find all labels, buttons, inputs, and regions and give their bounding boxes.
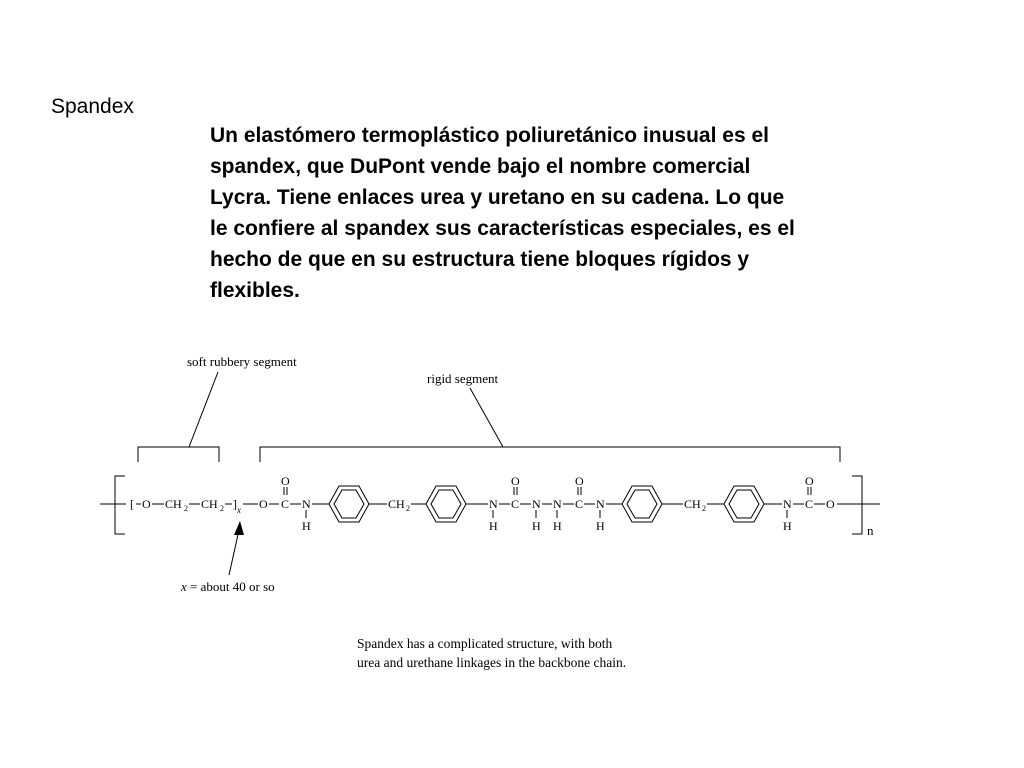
benzene-ring-inner [334,490,364,518]
benzene-ring [329,486,369,522]
inner-bracket-close: ] [233,497,237,511]
body-line: Un elastómero termoplástico poliuretánico inusual es el [210,124,769,147]
subscript-n: n [867,523,874,538]
rigid-label-leader [470,388,503,447]
atom-H: H [783,519,792,533]
soft-segment-label: soft rubbery segment [187,354,297,369]
inner-bracket-open: [ [130,497,134,511]
subscript-2: 2 [220,504,224,513]
subscript-x: x [237,505,241,515]
atom-H: H [596,519,605,533]
atom-O: O [826,497,835,511]
subscript-2: 2 [702,504,706,513]
diagram-caption [357,634,626,672]
x-note-var: x [181,579,187,594]
atom-O: O [281,474,290,488]
atom-O: O [259,497,268,511]
group-CH2-label: CH [201,497,218,511]
x-note-arrow-line [229,530,239,575]
body-line: flexibles. [210,279,300,302]
body-line: Lycra. Tiene enlaces urea y uretano en su cadena. Lo que [210,186,785,209]
atom-N: N [783,497,792,511]
rigid-segment-bracket [260,447,840,462]
atom-H: H [489,519,498,533]
benzene-ring-inner [627,490,657,518]
atom-C: C [281,497,290,511]
caption-line: Spandex has a complicated structure, with both [357,636,613,651]
atom-C: C [575,497,584,511]
body-line: hecho de que en su estructura tiene bloques rígidos y [210,248,750,271]
subscript-2: 2 [406,504,410,513]
soft-segment-bracket [138,447,219,462]
benzene-ring-inner [431,490,461,518]
atom-C: C [511,497,520,511]
atom-O: O [575,474,584,488]
atom-N: N [302,497,311,511]
benzene-ring [724,486,764,522]
x-note-rest: = about 40 or so [186,579,275,594]
atom-H: H [532,519,541,533]
atom-N: N [489,497,498,511]
benzene-ring [426,486,466,522]
slide-title: Spandex [51,95,134,118]
atom-O: O [805,474,814,488]
atom-N: N [553,497,562,511]
atom-O: O [511,474,520,488]
benzene-ring-inner [729,490,759,518]
x-note [180,579,275,594]
outer-bracket-right [852,476,862,534]
soft-label-leader [189,372,218,447]
atom-N: N [596,497,605,511]
body-line: spandex, que DuPont vende bajo el nombre comercial [210,155,751,178]
group-CH2-label: CH [684,497,701,511]
benzene-ring [622,486,662,522]
atom-C: C [805,497,814,511]
group-CH2-label: CH [165,497,182,511]
subscript-2: 2 [184,504,188,513]
x-note-arrowhead [234,521,244,535]
atom-N: N [532,497,541,511]
body-line: le confiere al spandex sus características especiales, es el [210,217,795,240]
group-CH2-label: CH [388,497,405,511]
outer-bracket-left [115,476,125,534]
atom-H: H [302,519,311,533]
caption-line: urea and urethane linkages in the backbone chain. [357,655,627,670]
atom-O: O [142,497,151,511]
rigid-segment-label: rigid segment [427,371,499,386]
atom-H: H [553,519,562,533]
